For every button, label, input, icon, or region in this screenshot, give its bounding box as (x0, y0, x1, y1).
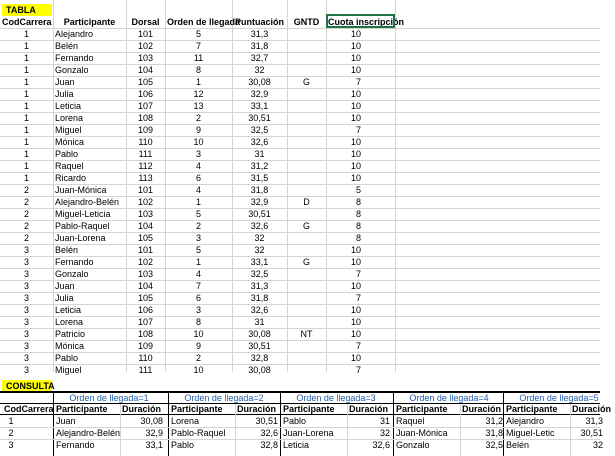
table-cell[interactable]: Alejandro (506, 416, 545, 426)
table-cell[interactable]: 7 (355, 125, 361, 135)
table-cell[interactable]: 8 (195, 65, 201, 75)
table-cell[interactable]: 101 (137, 245, 154, 255)
table-cell[interactable]: Raquel (55, 161, 84, 171)
table-cell[interactable]: Miguel-Letic (506, 428, 555, 438)
table-cell[interactable]: 2 (23, 197, 29, 207)
table-cell[interactable]: 7 (355, 293, 361, 303)
table-cell[interactable]: 4 (195, 269, 201, 279)
table-cell[interactable]: 1 (195, 257, 201, 267)
table-cell[interactable]: 2 (23, 221, 29, 231)
table-cell[interactable]: Leticia (55, 101, 82, 111)
table-cell[interactable]: 10 (350, 29, 361, 39)
table-cell[interactable]: Pablo (283, 416, 307, 426)
table-cell[interactable]: Gonzalo (55, 269, 89, 279)
column-header: CodCarrera (4, 404, 54, 414)
table-cell[interactable]: 1 (23, 65, 29, 75)
table-cell[interactable]: 110 (138, 137, 153, 147)
table-cell[interactable]: 33,1 (250, 101, 269, 111)
table-cell[interactable]: 10 (350, 53, 361, 63)
table-cell[interactable]: 33,1 (250, 257, 269, 267)
table-cell[interactable]: 112 (138, 161, 153, 171)
table-cell[interactable]: 10 (350, 353, 361, 363)
table-cell[interactable]: Pablo (55, 149, 79, 159)
column-header: Cuota inscripción (328, 17, 405, 27)
table-cell[interactable]: Juan-Mónica (396, 428, 448, 438)
table-cell[interactable]: 1 (23, 29, 29, 39)
table-cell[interactable]: 30,51 (248, 341, 271, 351)
table-cell[interactable]: Belén (55, 245, 79, 255)
table-cell[interactable]: 113 (138, 173, 153, 183)
table-cell[interactable]: 31,8 (250, 293, 269, 303)
table-cell[interactable] (287, 40, 326, 52)
column-header: Participante (396, 404, 448, 414)
table-cell[interactable] (287, 208, 326, 220)
table-cell[interactable]: 1 (23, 41, 29, 51)
table-cell[interactable]: 32,7 (250, 53, 269, 63)
table-cell[interactable]: 31 (254, 149, 265, 159)
table-cell[interactable]: 10 (350, 305, 361, 315)
table-cell[interactable] (287, 112, 326, 124)
table-cell[interactable]: Belén (55, 41, 79, 51)
table-cell[interactable]: 11 (193, 53, 204, 63)
table-cell[interactable]: Juan-Mónica (55, 185, 107, 195)
table-cell[interactable]: D (303, 197, 310, 207)
table-cell[interactable]: 32 (379, 428, 390, 438)
column-header: Duración (122, 404, 162, 414)
table-cell[interactable]: Raquel (396, 416, 425, 426)
table-cell[interactable]: 3 (8, 440, 14, 450)
table-cell[interactable]: G (302, 257, 310, 267)
table-cell[interactable]: 8 (355, 221, 361, 231)
table-cell[interactable]: 9 (195, 125, 201, 135)
table-cell[interactable]: Leticia (283, 440, 310, 450)
table-cell[interactable]: 30,08 (248, 365, 271, 375)
table-cell[interactable] (287, 364, 326, 376)
table-cell[interactable]: 30,51 (580, 428, 603, 438)
table-cell[interactable] (287, 280, 326, 292)
table-cell[interactable]: 2 (195, 353, 201, 363)
table-cell[interactable]: 104 (137, 221, 154, 231)
table-cell[interactable]: 7 (355, 77, 361, 87)
table-cell[interactable]: 31,2 (485, 416, 503, 426)
tabla-title: TABLA (2, 4, 52, 16)
table-cell[interactable]: 1 (23, 89, 29, 99)
table-cell[interactable]: 2 (23, 209, 29, 219)
table-cell[interactable]: 31 (379, 416, 390, 426)
table-cell[interactable]: 108 (137, 329, 154, 339)
table-cell[interactable]: Mónica (55, 341, 85, 351)
table-cell[interactable]: 12 (193, 89, 204, 99)
table-cell[interactable]: 10 (350, 257, 361, 267)
table-cell[interactable]: Juan (55, 77, 75, 87)
table-cell[interactable] (287, 316, 326, 328)
table-cell[interactable]: 32,6 (250, 305, 269, 315)
table-cell[interactable]: 1 (23, 173, 29, 183)
table-cell[interactable]: 1 (23, 161, 29, 171)
table-cell[interactable] (287, 64, 326, 76)
table-cell[interactable] (287, 100, 326, 112)
table-cell[interactable]: 32,8 (260, 440, 278, 450)
table-cell[interactable]: 104 (137, 65, 154, 75)
table-cell[interactable] (287, 292, 326, 304)
table-cell[interactable]: 10 (350, 101, 361, 111)
table-cell[interactable]: Lorena (171, 416, 200, 426)
table-cell[interactable]: 1 (23, 149, 29, 159)
table-cell[interactable]: 32,6 (250, 137, 269, 147)
table-cell[interactable] (287, 232, 326, 244)
table-cell[interactable]: 108 (137, 113, 154, 123)
table-cell[interactable]: 32,6 (250, 221, 269, 231)
table-cell[interactable]: 8 (355, 209, 361, 219)
table-cell[interactable] (287, 136, 326, 148)
table-cell[interactable]: 5 (195, 245, 201, 255)
table-cell[interactable]: 103 (137, 53, 154, 63)
table-cell[interactable]: 32,6 (260, 428, 278, 438)
table-cell[interactable]: 8 (195, 317, 201, 327)
table-cell[interactable]: Fernando (56, 440, 95, 450)
table-cell[interactable]: 10 (350, 161, 361, 171)
table-cell[interactable]: 31,5 (250, 173, 269, 183)
table-cell[interactable]: 3 (23, 365, 29, 375)
table-cell[interactable]: 102 (137, 257, 154, 267)
table-cell[interactable]: 101 (137, 29, 154, 39)
table-cell[interactable]: 1 (23, 113, 29, 123)
table-cell[interactable]: 5 (355, 185, 361, 195)
table-cell[interactable]: 10 (350, 329, 361, 339)
table-cell[interactable]: Pablo-Raquel (55, 221, 110, 231)
table-cell[interactable]: 10 (350, 137, 361, 147)
table-cell[interactable]: 7 (195, 281, 201, 291)
table-cell[interactable]: 10 (350, 65, 361, 75)
table-cell[interactable]: 4 (195, 161, 201, 171)
table-cell[interactable]: Gonzalo (396, 440, 430, 450)
table-cell[interactable]: Juan (55, 281, 75, 291)
table-cell[interactable] (287, 160, 326, 172)
table-cell[interactable]: 10 (350, 89, 361, 99)
group-header: Orden de llegada=1 (69, 393, 149, 403)
table-cell[interactable]: Lorena (55, 317, 84, 327)
column-header: CodCarrera (2, 17, 52, 27)
table-cell[interactable]: 3 (23, 269, 29, 279)
table-cell[interactable] (287, 304, 326, 316)
column-header: Duración (349, 404, 389, 414)
table-cell[interactable]: Pablo-Raquel (171, 428, 226, 438)
table-cell[interactable] (287, 184, 326, 196)
table-cell[interactable]: 1 (23, 125, 29, 135)
table-cell[interactable]: 7 (355, 341, 361, 351)
table-cell[interactable]: 3 (195, 233, 201, 243)
table-cell[interactable]: 1 (195, 197, 201, 207)
table-cell[interactable]: 32 (254, 65, 265, 75)
table-cell[interactable]: 101 (137, 185, 154, 195)
table-cell[interactable] (287, 268, 326, 280)
table-cell[interactable]: 8 (355, 233, 361, 243)
table-cell[interactable]: 107 (137, 101, 154, 111)
table-cell[interactable]: 104 (137, 281, 154, 291)
table-cell[interactable]: Juan-Lorena (55, 233, 106, 243)
table-cell[interactable]: 4 (195, 185, 201, 195)
table-cell[interactable] (287, 244, 326, 256)
table-cell[interactable]: 3 (23, 341, 29, 351)
table-cell[interactable] (287, 148, 326, 160)
table-cell[interactable] (287, 352, 326, 364)
table-cell[interactable]: 3 (195, 149, 201, 159)
table-cell[interactable]: 32,8 (250, 353, 269, 363)
table-cell[interactable]: Alejandro-Belén (56, 428, 121, 438)
table-cell[interactable]: 5 (195, 29, 201, 39)
table-cell[interactable]: 10 (193, 329, 204, 339)
table-cell[interactable]: 32,9 (250, 197, 269, 207)
table-cell[interactable]: 32,9 (250, 89, 269, 99)
table-cell[interactable]: 3 (23, 257, 29, 267)
table-cell[interactable]: 6 (195, 293, 201, 303)
table-cell[interactable]: 2 (8, 428, 14, 438)
column-header: Duración (572, 404, 612, 414)
table-cell[interactable]: 8 (355, 197, 361, 207)
table-cell[interactable]: 102 (137, 197, 154, 207)
table-cell[interactable]: 10 (350, 245, 361, 255)
table-cell[interactable]: 7 (355, 365, 361, 375)
table-cell[interactable]: 32,5 (250, 125, 269, 135)
table-cell[interactable] (287, 28, 326, 40)
table-cell[interactable]: 1 (23, 101, 29, 111)
table-cell[interactable]: Patricio (55, 329, 86, 339)
table-cell[interactable]: Julia (55, 293, 74, 303)
table-cell[interactable]: 7 (195, 41, 201, 51)
table-cell[interactable]: 30,08 (248, 77, 271, 87)
table-cell[interactable]: G (302, 77, 310, 87)
table-cell[interactable]: 30,08 (248, 329, 271, 339)
column-header: Participante (63, 17, 116, 27)
table-cell[interactable]: Miguel (55, 125, 82, 135)
table-cell[interactable]: 2 (23, 185, 29, 195)
table-cell[interactable]: Juan (56, 416, 76, 426)
table-cell[interactable]: 109 (137, 341, 154, 351)
table-cell[interactable]: 30,08 (140, 416, 163, 426)
column-header: Duración (462, 404, 502, 414)
table-cell[interactable]: 10 (350, 317, 361, 327)
group-header: Orden de llegada=2 (184, 393, 264, 403)
table-cell[interactable]: 105 (137, 293, 154, 303)
table-cell[interactable]: 105 (137, 233, 154, 243)
column-header: Orden de llegada (167, 17, 241, 27)
table-cell[interactable]: 109 (137, 125, 154, 135)
table-cell[interactable]: 10 (350, 149, 361, 159)
column-header: Participante (56, 404, 108, 414)
table-cell[interactable]: Mónica (55, 137, 85, 147)
table-cell[interactable]: 2 (23, 233, 29, 243)
column-header: Puntuación (235, 17, 284, 27)
selected-cell (326, 14, 405, 28)
table-cell[interactable]: 30,51 (248, 113, 271, 123)
table-cell[interactable]: Juan-Lorena (283, 428, 334, 438)
table-cell[interactable]: 10 (350, 281, 361, 291)
table-cell[interactable]: Julia (55, 89, 74, 99)
table-cell[interactable]: 3 (23, 353, 29, 363)
table-cell[interactable]: 32,9 (145, 428, 163, 438)
table-cell[interactable]: Gonzalo (55, 65, 89, 75)
table-cell[interactable]: 2 (195, 113, 201, 123)
table-cell[interactable]: 110 (138, 353, 153, 363)
table-cell[interactable]: 7 (355, 269, 361, 279)
table-cell[interactable]: 103 (137, 269, 154, 279)
table-cell[interactable]: 111 (138, 149, 153, 159)
table-cell[interactable]: Ricardo (55, 173, 87, 183)
table-cell[interactable]: 32 (254, 245, 265, 255)
table-cell[interactable]: 1 (195, 77, 201, 87)
table-cell[interactable]: G (302, 221, 310, 231)
table-cell[interactable]: 106 (137, 89, 154, 99)
table-cell[interactable]: 31 (254, 317, 265, 327)
table-cell[interactable]: 1 (23, 53, 29, 63)
group-header: Orden de llegada=5 (519, 393, 599, 403)
table-cell[interactable]: 31,8 (250, 41, 269, 51)
table-cell[interactable]: Pablo (55, 353, 79, 363)
table-cell[interactable]: 6 (195, 173, 201, 183)
table-cell[interactable]: 3 (195, 305, 201, 315)
table-cell[interactable] (287, 172, 326, 184)
table-cell[interactable]: 31,3 (250, 281, 269, 291)
table-cell[interactable]: 103 (137, 209, 154, 219)
table-cell[interactable]: Miguel-Leticia (55, 209, 111, 219)
table-cell[interactable]: 31,8 (250, 185, 269, 195)
table-cell[interactable]: 3 (23, 281, 29, 291)
column-header: Participante (283, 404, 335, 414)
table-cell[interactable]: 32,5 (485, 440, 503, 450)
table-cell[interactable]: Fernando (55, 257, 94, 267)
table-cell[interactable]: 30,51 (255, 416, 278, 426)
table-cell[interactable]: 3 (23, 293, 29, 303)
table-cell[interactable]: 30,51 (248, 209, 271, 219)
table-cell[interactable]: 13 (193, 101, 204, 111)
table-cell[interactable]: 1 (23, 77, 29, 87)
column-header: Participante (506, 404, 558, 414)
table-cell[interactable] (287, 340, 326, 352)
table-cell[interactable]: 32,6 (372, 440, 390, 450)
table-cell[interactable]: 31,8 (485, 428, 503, 438)
table-cell[interactable]: 32,5 (250, 269, 269, 279)
table-cell[interactable]: 10 (350, 41, 361, 51)
table-cell[interactable] (287, 124, 326, 136)
table-cell[interactable]: 3 (23, 305, 29, 315)
table-cell[interactable]: Miguel (55, 365, 82, 375)
consulta-title: CONSULTA (2, 380, 52, 392)
column-header: Dorsal (131, 17, 160, 27)
table-cell[interactable]: 33,1 (145, 440, 163, 450)
table-cell[interactable]: 10 (193, 365, 204, 375)
table-cell[interactable]: Pablo (171, 440, 195, 450)
table-cell[interactable]: 1 (23, 137, 29, 147)
table-cell[interactable]: 102 (137, 41, 154, 51)
table-cell[interactable]: 5 (195, 209, 201, 219)
table-cell[interactable]: 2 (195, 221, 201, 231)
table-cell[interactable]: 9 (195, 341, 201, 351)
table-cell[interactable]: Leticia (55, 305, 82, 315)
column-header: Participante (171, 404, 223, 414)
table-cell[interactable]: Alejandro (55, 29, 94, 39)
table-cell[interactable]: 1 (8, 416, 14, 426)
table-cell[interactable] (287, 52, 326, 64)
table-cell[interactable]: Alejandro-Belén (55, 197, 120, 207)
group-header: Orden de llegada=3 (296, 393, 376, 403)
table-cell[interactable]: Fernando (55, 53, 94, 63)
table-cell[interactable]: Belén (506, 440, 530, 450)
table-cell[interactable]: 3 (23, 329, 29, 339)
table-cell[interactable]: 3 (23, 317, 29, 327)
table-cell[interactable]: 10 (193, 137, 204, 147)
group-header: Orden de llegada=4 (409, 393, 489, 403)
table-cell[interactable]: 106 (137, 305, 154, 315)
table-cell[interactable]: 10 (350, 113, 361, 123)
table-cell[interactable]: NT (300, 329, 313, 339)
table-cell[interactable]: 107 (137, 317, 154, 327)
table-cell[interactable]: 31,3 (250, 29, 269, 39)
table-cell[interactable] (287, 88, 326, 100)
column-header: GNTD (293, 17, 320, 27)
column-header: Duración (237, 404, 277, 414)
table-cell[interactable]: 31,2 (250, 161, 269, 171)
table-cell[interactable]: 31,3 (585, 416, 603, 426)
table-cell[interactable]: 3 (23, 245, 29, 255)
table-cell[interactable]: 32 (592, 440, 603, 450)
table-cell[interactable]: 10 (350, 173, 361, 183)
table-cell[interactable]: 105 (137, 77, 154, 87)
table-cell[interactable]: Lorena (55, 113, 84, 123)
table-cell[interactable]: 32 (254, 233, 265, 243)
table-cell[interactable]: 111 (138, 365, 153, 375)
